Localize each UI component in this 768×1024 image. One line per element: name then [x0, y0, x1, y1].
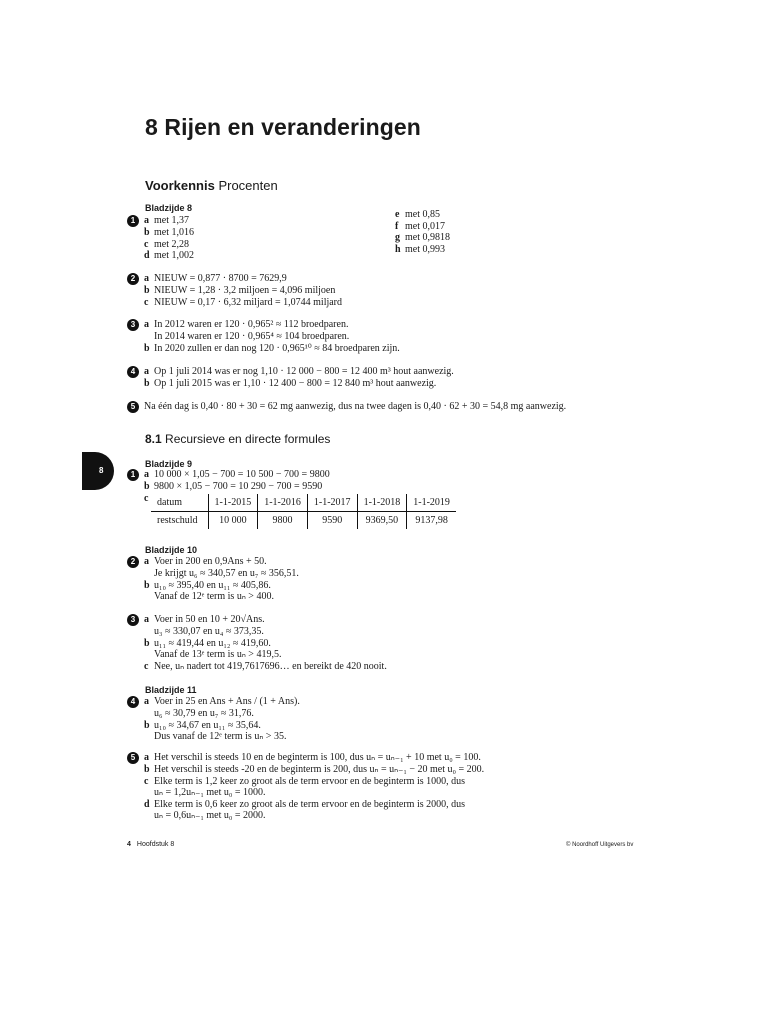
item-text: u₁₀ ≈ 395,40 en u₁₁ ≈ 405,86. — [154, 579, 271, 591]
table-row — [151, 494, 456, 512]
item-text: Voer in 25 en Ans + Ans / (1 + Ans). — [154, 696, 300, 707]
item-text: Voer in 50 en 10 + 20√Ans. — [154, 614, 265, 625]
table-cell: 1-1-2015 — [208, 494, 258, 512]
item-text: met 2,28 — [154, 238, 189, 250]
item-text: NIEUW = 1,28 · 3,2 miljoen = 4,096 miljoen — [154, 285, 336, 296]
item-text: Elke term is 0,6 keer zo groot als de term ervoor en de beginterm is 2000, dus — [154, 798, 466, 810]
item-letter: b — [144, 719, 150, 731]
exercise-number: 2 — [127, 273, 139, 285]
item-text: In 2012 waren er 120 · 0,965² ≈ 112 broedparen. — [154, 319, 349, 330]
footer-copyright: © Noordhoff Uitgevers bv — [566, 842, 634, 848]
item-text: In 2020 zullen er dan nog 120 · 0,965¹⁰ ≈ 84 broedparen zijn. — [154, 342, 400, 354]
item-letter: a — [144, 469, 149, 480]
exercise-number: 5 — [127, 401, 139, 413]
item-letter: b — [144, 764, 150, 775]
item-text: 10 000 × 1,05 − 700 = 10 500 − 700 = 9800 — [154, 469, 330, 480]
chapter-title: 8 Rijen en veranderingen — [145, 114, 421, 140]
restschuld-table — [151, 494, 456, 529]
item-text: Na één dag is 0,40 · 80 + 30 = 62 mg aanwezig, dus na twee dagen is 0,40 · 62 + 30 = 54,8 mg aanwezig. — [144, 401, 567, 412]
page-heading-8: Bladzijde 8 — [145, 203, 193, 213]
item-text: NIEUW = 0,877 · 8700 = 7629,9 — [154, 273, 287, 284]
item-text: met 1,002 — [154, 250, 194, 261]
item-text: u₃ ≈ 330,07 en u₄ ≈ 373,35. — [154, 626, 264, 637]
item-text: u₁₀ ≈ 34,67 en u₁₁ ≈ 35,64. — [154, 719, 261, 731]
item-letter: d — [144, 250, 150, 261]
table-cell: 10 000 — [219, 515, 247, 526]
item-text: Voer in 200 en 0,9Ans + 50. — [154, 556, 267, 567]
item-letter: d — [144, 798, 150, 810]
chapter-side-tab — [82, 452, 114, 490]
item-letter: a — [144, 614, 149, 625]
item-letter: c — [144, 296, 149, 308]
section-exercise-5 — [127, 752, 484, 822]
exercise-number: 4 — [127, 366, 139, 378]
item-text: met 1,016 — [154, 227, 194, 238]
page-heading-9: Bladzijde 9 — [145, 459, 193, 469]
table-cell: restschuld — [151, 512, 208, 530]
item-text: In 2014 waren er 120 · 0,965⁴ ≈ 104 broedparen. — [154, 331, 350, 342]
item-text: Nee, uₙ nadert tot 419,7617696… en bereikt de 420 nooit. — [154, 660, 387, 672]
item-text: Op 1 juli 2015 was er 1,10 · 12 400 − 800 = 12 840 m³ hout aanwezig. — [154, 378, 437, 389]
table-cell: 1-1-2016 — [258, 494, 308, 512]
item-text: Je krijgt u₆ ≈ 340,57 en u₇ ≈ 356,51. — [154, 568, 299, 579]
item-text: Op 1 juli 2014 was er nog 1,10 · 12 000 − 800 = 12 400 m³ hout aanwezig. — [154, 366, 454, 377]
item-text: met 0,993 — [405, 243, 445, 255]
chapter-side-tab-label: 8 — [99, 466, 104, 475]
item-letter: a — [144, 273, 149, 284]
table-cell: 9137,98 — [407, 512, 456, 530]
subsection-title: Recursieve en directe formules — [161, 432, 331, 446]
item-letter: b — [144, 378, 150, 389]
exercise-number: 1 — [127, 469, 139, 481]
item-letter: b — [144, 637, 150, 649]
item-text: 9800 × 1,05 − 700 = 10 290 − 700 = 9590 — [154, 481, 323, 492]
section-heading — [145, 178, 278, 193]
item-letter: b — [144, 342, 150, 354]
page-number: 4 — [127, 841, 131, 848]
item-text: met 0,9818 — [405, 232, 450, 243]
section-exercise-2 — [127, 556, 299, 603]
item-text: Vanaf de 13ᵉ term is uₙ > 419,5. — [154, 649, 282, 660]
item-letter: f — [395, 220, 399, 232]
exercise-number: 5 — [127, 752, 139, 764]
item-text: u₆ ≈ 30,79 en u₇ ≈ 31,76. — [154, 708, 254, 719]
exercise-1-right-column — [395, 209, 450, 255]
item-letter: b — [144, 481, 150, 492]
item-letter: c — [144, 660, 149, 672]
item-letter: a — [144, 215, 149, 226]
section-heading-bold: Voorkennis — [145, 178, 215, 193]
item-letter: h — [395, 243, 401, 255]
item-letter: g — [395, 232, 400, 243]
section-exercise-3 — [127, 614, 387, 672]
section-exercise-4 — [127, 696, 300, 743]
exercise-number: 2 — [127, 556, 139, 568]
table-cell: datum — [151, 494, 208, 512]
item-letter: b — [144, 285, 150, 296]
table-cell: 9800 — [258, 512, 308, 530]
item-text: met 0,85 — [405, 209, 440, 220]
exercise-number: 3 — [127, 614, 139, 626]
exercise-5 — [127, 401, 566, 413]
item-letter: c — [144, 775, 149, 787]
footer-left — [127, 841, 174, 848]
item-text: uₙ = 0,6uₙ₋₁ met u₀ = 2000. — [154, 810, 266, 821]
exercise-1 — [127, 215, 194, 262]
subsection-heading — [145, 432, 330, 446]
exercise-3 — [127, 319, 400, 354]
item-letter: a — [144, 319, 149, 330]
item-text: Het verschil is steeds -20 en de beginterm is 200, dus uₙ = uₙ₋₁ − 20 met u₀ = 200. — [154, 764, 485, 775]
table-cell: 1-1-2019 — [407, 494, 456, 512]
section-heading-rest: Procenten — [214, 178, 278, 193]
table-cell: 1-1-2018 — [357, 494, 407, 512]
item-letter: e — [395, 209, 400, 220]
page-heading-10: Bladzijde 10 — [145, 545, 198, 555]
item-text: NIEUW = 0,17 · 6,32 miljard = 1,0744 miljard — [154, 296, 343, 308]
item-letter: b — [144, 579, 150, 591]
table-cell: 9590 — [307, 512, 357, 530]
item-text: Elke term is 1,2 keer zo groot als de term ervoor en de beginterm is 1000, dus — [154, 775, 466, 787]
exercise-2 — [127, 273, 342, 308]
item-letter: c — [144, 492, 149, 504]
item-letter: a — [144, 556, 149, 567]
item-letter: b — [144, 227, 150, 238]
item-text: u₁₁ ≈ 419,44 en u₁₂ ≈ 419,60. — [154, 637, 271, 649]
item-letter: a — [144, 696, 149, 707]
item-text: Vanaf de 12ᵉ term is uₙ > 400. — [154, 591, 274, 602]
table-cell: 1-1-2017 — [307, 494, 357, 512]
page-heading-11: Bladzijde 11 — [145, 685, 197, 695]
subsection-number: 8.1 — [145, 432, 162, 446]
item-text: met 1,37 — [154, 215, 189, 226]
item-text: uₙ = 1,2uₙ₋₁ met u₀ = 1000. — [154, 787, 266, 798]
item-letter: a — [144, 752, 149, 763]
item-text: Het verschil is steeds 10 en de beginterm is 100, dus uₙ = uₙ₋₁ + 10 met u₀ = 100. — [154, 752, 481, 763]
item-letter: c — [144, 238, 149, 250]
item-text: Dus vanaf de 12ᵉ term is uₙ > 35. — [154, 731, 287, 742]
table-cell: 9369,50 — [357, 512, 407, 530]
table-row — [151, 512, 456, 530]
item-text: met 0,017 — [405, 220, 445, 232]
exercise-4 — [127, 366, 454, 390]
footer-chapter: Hoofdstuk 8 — [136, 841, 175, 848]
exercise-number: 4 — [127, 696, 139, 708]
exercise-number: 1 — [127, 215, 139, 227]
exercise-number: 3 — [127, 319, 139, 331]
item-letter: a — [144, 366, 149, 377]
